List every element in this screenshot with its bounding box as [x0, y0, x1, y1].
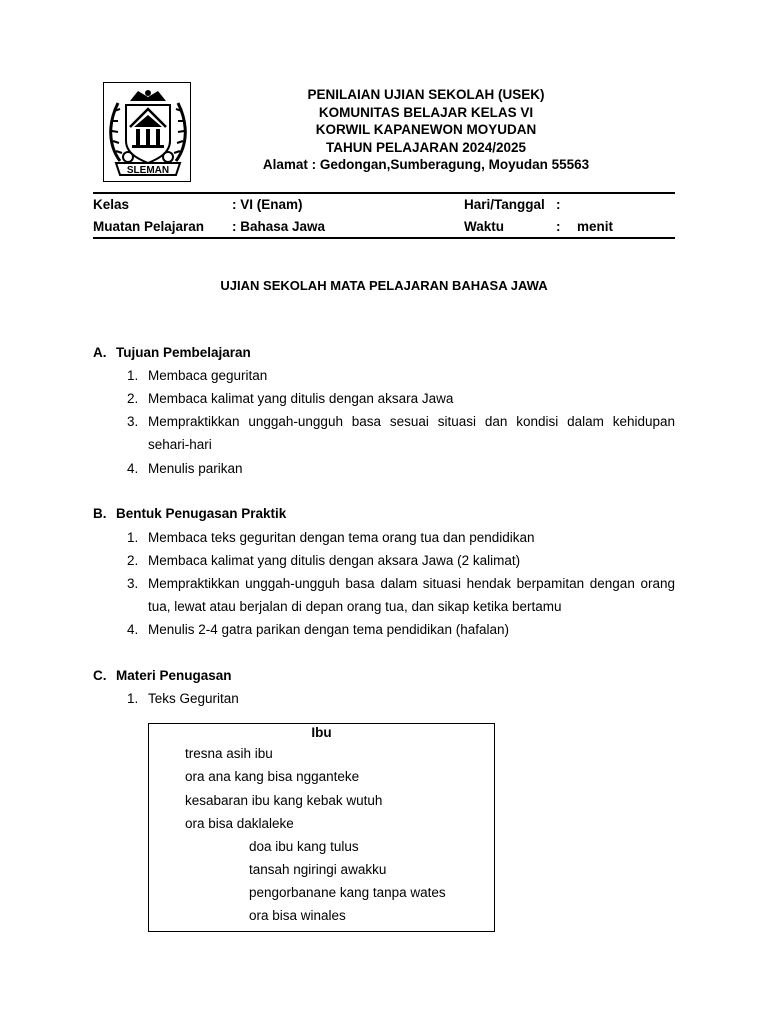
poem-line: tansah ngiringi awakku [249, 862, 387, 877]
section-letter: C. [93, 668, 107, 683]
document-header [176, 86, 676, 174]
exam-title: UJIAN SEKOLAH MATA PELAJARAN BAHASA JAWA [220, 278, 548, 293]
poem-line: ora bisa winales [249, 908, 346, 923]
poem-line: doa ibu kang tulus [249, 839, 359, 854]
header-divider-top [93, 192, 675, 194]
poem-line: pengorbanane kang tanpa wates [249, 885, 446, 900]
poem-title: Ibu [311, 725, 332, 740]
header-line-3: KORWIL KAPANEWON MOYUDAN [315, 122, 537, 137]
header-line-1: PENILAIAN UJIAN SEKOLAH (USEK) [307, 87, 545, 102]
poem-box [148, 723, 495, 932]
header-line-4: TAHUN PELAJARAN 2024/2025 [325, 139, 527, 155]
muatan-value: : Bahasa Jawa [232, 219, 326, 234]
header-line-2: KOMUNITAS BELAJAR KELAS VI [318, 104, 534, 120]
poem-line: ora ana kang bisa ngganteke [185, 769, 360, 784]
section-title: Materi Penugasan [116, 668, 232, 683]
list-item: 4. Menulis 2-4 gatra parikan dengan tema pendidikan (hafalan) [127, 622, 509, 637]
waktu-label: Waktu [464, 219, 504, 234]
waktu-value: menit [577, 219, 614, 234]
header-address: Alamat : Gedongan,Sumberagung, Moyudan 55563 [262, 157, 590, 172]
section-title: Bentuk Penugasan Praktik [116, 506, 287, 521]
kelas-value: : VI (Enam) [232, 197, 303, 212]
section-a-heading [93, 345, 251, 360]
section-title: Tujuan Pembelajaran [116, 345, 251, 360]
list-item: 2. Membaca kalimat yang ditulis dengan aksara Jawa (2 kalimat) [127, 553, 521, 568]
list-item: 1. Teks Geguritan [127, 691, 239, 706]
list-item: 2. Membaca kalimat yang ditulis dengan aksara Jawa [127, 391, 454, 406]
poem-line: kesabaran ibu kang kebak wutuh [185, 793, 383, 808]
section-b-heading [93, 506, 286, 521]
poem-line: ora bisa daklaleke [185, 816, 294, 831]
header-divider-bottom [93, 237, 675, 239]
list-item: 3. Mempraktikkan unggah-ungguh basa sesuai situasi dan kondisi dalam kehidupan sehari-hari [127, 414, 675, 452]
list-item: 1. Membaca teks geguritan dengan tema orang tua dan pendidikan [127, 530, 535, 545]
section-c-heading [93, 668, 232, 683]
muatan-label: Muatan Pelajaran [93, 219, 205, 234]
info-row-kelas [93, 197, 675, 215]
section-letter: A. [93, 345, 107, 360]
section-letter: B. [93, 506, 107, 521]
hari-value: : [556, 197, 561, 212]
kelas-label: Kelas [93, 197, 130, 212]
logo-label: SLEMAN [126, 165, 170, 176]
list-item: 4. Menulis parikan [127, 461, 243, 476]
list-item: 3. Mempraktikkan unggah-ungguh basa dalam situasi hendak berpamitan dengan orang tua, lewat atau berjalan di depan orang tua, dan sikap ketika bertamu [127, 576, 675, 614]
waktu-colon: : [556, 219, 561, 234]
info-row-muatan [93, 219, 675, 237]
poem-line: tresna asih ibu [185, 746, 273, 761]
hari-label: Hari/Tanggal [464, 197, 545, 212]
list-item: 1. Membaca geguritan [127, 368, 268, 383]
